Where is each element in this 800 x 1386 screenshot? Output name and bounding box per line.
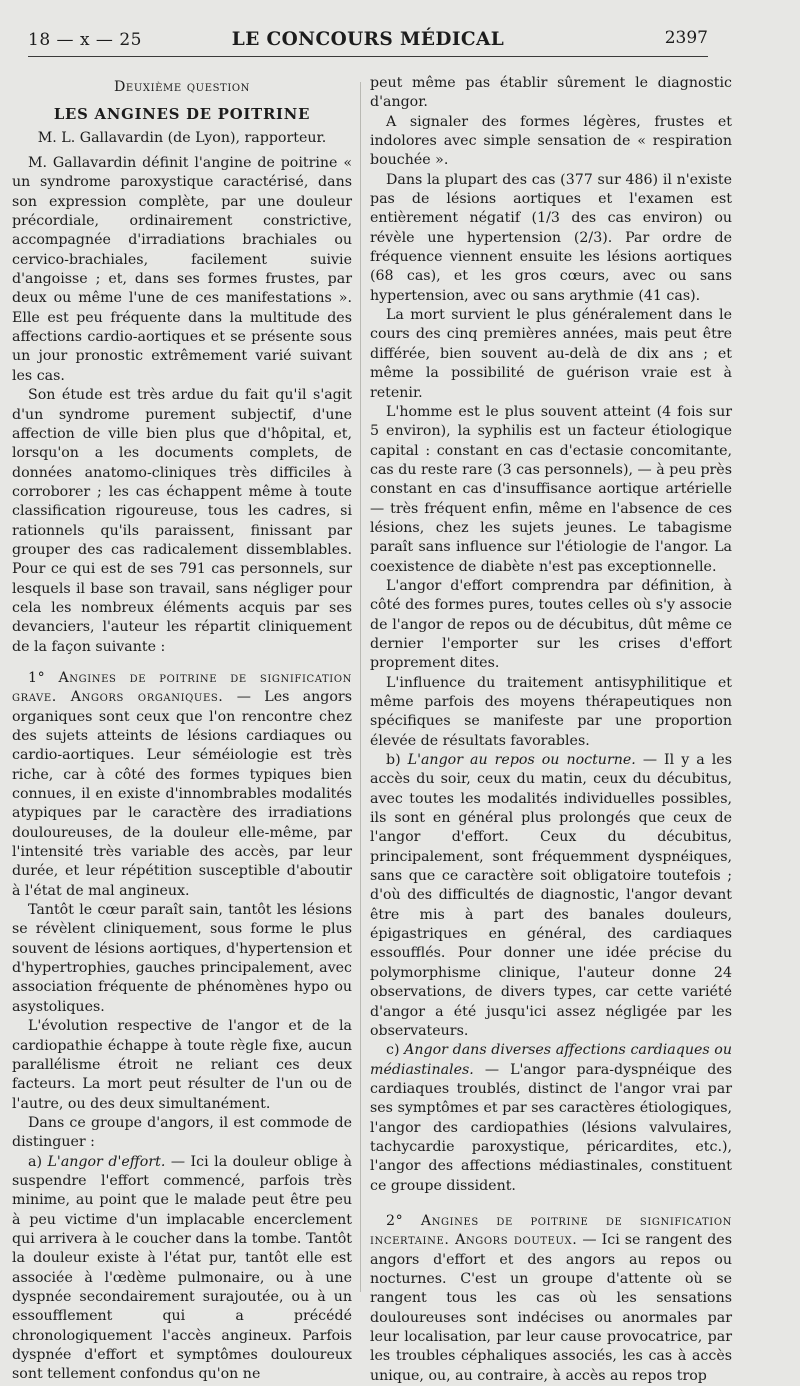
subsection-2-heading: 2° Angines de poitrine de signification incertaine. Angors douteux.: [370, 1212, 732, 1249]
section-label: Deuxième question: [113, 79, 251, 95]
subsection-2: [370, 1212, 732, 1386]
paragraph: A signaler des formes légères, frustes et indolores avec simple sensation de « respiration bouchée ».: [370, 113, 732, 169]
issue-date: 18 — x — 25: [28, 30, 142, 50]
paragraph: M. Gallavardin définit l'angine de poitrine « un syndrome paroxystique caractérisé, dans son expression complète, par une douleur précordiale, ordinairement constrictive, accompagnée d'irradiations brachiales ou cervico-brachiales, facilement suivie d'angoisse ; et, dans ses formes frustes, par deux ou même l'une de ces manifestations ». Elle est peu fréquente dans la multitude des affections cardio-aortiques et se présente sous un jour pronostic extrêmement varié suivant les cas.: [12, 155, 352, 384]
running-header: [28, 26, 708, 57]
paragraph: L'influence du traitement antisyphilitique et même parfois des moyens thérapeutiques non spécifiques se manifeste par une proportion élevée de résultats favorables.: [370, 674, 732, 749]
paragraph: peut même pas établir sûrement le diagnostic d'angor.: [370, 75, 732, 111]
item-c-label: c): [386, 1042, 405, 1059]
paragraph: Son étude est très ardue du fait qu'il s'agit d'un syndrome purement subjectif, d'une affection de ville bien plus que d'hôpital, et, lorsqu'on a les documents complets, de données anatomo-cliniques très difficiles à corroborer ; les cas échappent même à toute classification rigoureuse, tous les cadres, si rationnels qu'ils paraissent, finissant par grouper des cas radicalement dissemblables. Pour ce qui est de ses 791 cas personnels, sur lesquels il base son travail, sans négliger pour cela les nombreux éléments acquis par ses devanciers, l'auteur les répartit cliniquement de la façon suivante :: [12, 387, 352, 655]
paragraph: L'angor d'effort comprendra par définition, à côté des formes pures, toutes celles où s'y associe de l'angor de repos ou de décubitus, dût même ce dernier l'emporter sur les crises d'effort proprement dites.: [370, 577, 732, 672]
subsection-1-heading: 1° Angines de poitrine de signification grave. Angors organiques.: [12, 669, 352, 706]
paragraph: Dans ce groupe d'angors, il est commode de distinguer :: [12, 1114, 352, 1151]
page-number: 2397: [664, 28, 708, 48]
rapporteur-line: M. L. Gallavardin (de Lyon), rapporteur.: [37, 129, 327, 146]
article-title: LES ANGINES DE POITRINE: [53, 106, 311, 124]
item-c-text: — L'angor para-dyspnéique des cardiaques troublés, distinct de l'angor vrai par ses symptômes et par ses caractères étiologiques, l'angor des cardiopathies (lésions valvulaires, tachycardie paroxystique, péricardites, etc.), l'angor des affections médiastinales, constituent ce groupe dissident.: [370, 1061, 732, 1194]
left-column: [12, 74, 352, 1383]
paragraph: Dans la plupart des cas (377 sur 486) il n'existe pas de lésions aortiques et l'examen est entièrement négatif (1/3 des cas environ) ou révèle une hypertension (2/3). Par ordre de fréquence viennent ensuite les lésions aortiques (68 cas), et les gros cœurs, avec ou sans hypertension, avec ou sans arythmie (41 cas).: [370, 171, 732, 304]
item-a-text: — Ici la douleur oblige à suspendre l'effort commencé, parfois très minime, au point que le malade peut être peu à peu victime d'un implacable encerclement qui arrivera à le coucher dans la tombe. Tantôt la douleur existe à l'état pur, tantôt elle est associée à l'œdème pulmonaire, ou à une dyspnée secondairement surajoutée, ou à un essoufflement qui a précédé chronologiquement l'accès angineux. Parfois dyspnée d'effort et symptômes douloureux sont tellement confondus qu'on ne: [12, 1153, 352, 1383]
item-c-heading: Angor dans diverses affections cardiaques ou médiastinales.: [370, 1042, 732, 1078]
paragraph: L'évolution respective de l'angor et de la cardiopathie échappe à toute règle fixe, aucun parallélisme étroit ne reliant ces deux facteurs. La mort peut résulter de l'un ou de l'autre, ou des deux simultanément.: [12, 1018, 352, 1112]
right-column: [370, 74, 732, 1384]
item-a-heading: L'angor d'effort.: [47, 1153, 166, 1170]
column-divider: [360, 82, 361, 1292]
subsection-1-text: — Les angors organiques sont ceux que l'on rencontre chez des sujets atteints de lésions cardiaques ou cardio-aortiques. Leur séméiologie est très riche, car à côté des formes typiques bien connues, il en existe d'innombrables modalités atypiques par le caractère des irradiations douloureuses, de la douleur elle-même, par l'intensité très variable des accès, par leur durée, et leur répétition susceptible d'aboutir à l'état de mal angineux.: [12, 689, 352, 899]
journal-title: LE CONCOURS MÉDICAL: [231, 29, 505, 50]
item-c: [370, 1041, 732, 1196]
subsection-2-text: — Ici se rangent des angors d'effort et des angors au repos ou nocturnes. C'est un groupe d'attente où se rangent tous les cas où les sensations douloureuses sont indécises ou anormales par leur localisation, par leur cause provocatrice, par les troubles céphaliques associés, les cas à accès unique, ou, au contraire, à accès au repos trop: [370, 1232, 732, 1384]
paragraph: La mort survient le plus généralement dans le cours des cinq premières années, mais peut être différée, bien souvent au-delà de dix ans ; et même la possibilité de guérison vraie est à retenir.: [370, 307, 732, 401]
item-b-text: — Il y a les accès du soir, ceux du matin, ceux du décubitus, avec toutes les modalités individuelles possibles, ils sont en général plus prolongés que ceux de l'angor d'effort. Ceux du décubitus, principalement, sont fréquemment dyspnéiques, sans que ce caractère soit obligatoire toutefois ; d'où des difficultés de diagnostic, l'angor devant être mis à part des banales douleurs, épigastriques en général, des cardiaques essoufflés. Pour donner une idée précise du polymorphisme clinique, l'auteur donne 24 observations, de divers types, car cette variété d'angor a été jusqu'ici assez négligée par les observateurs.: [370, 752, 732, 1039]
paragraph: Tantôt le cœur paraît sain, tantôt les lésions se révèlent cliniquement, sous forme le plus souvent de lésions aortiques, d'hypertension et d'hypertrophies, gauches principalement, avec association fréquente de phénomènes hypo ou asystoliques.: [12, 902, 352, 1015]
subsection-1: [12, 669, 352, 901]
item-a-label: a): [28, 1153, 48, 1170]
item-a: [12, 1153, 352, 1385]
item-b-heading: L'angor au repos ou nocturne.: [407, 752, 636, 769]
paragraph: L'homme est le plus souvent atteint (4 fois sur 5 environ), la syphilis est un facteur étiologique capital : constant en cas d'ectasie concomitante, cas du reste rare (3 cas personnels), — à peu près constant en cas d'insuffisance aortique artérielle — très fréquent enfin, même en l'absence de ces lésions, chez les sujets jeunes. Le tabagisme paraît sans influence sur l'étiologie de l'angor. La coexistence de diabète n'est pas exceptionnelle.: [370, 403, 732, 575]
item-b: [370, 751, 732, 1041]
item-b-label: b): [386, 752, 408, 769]
